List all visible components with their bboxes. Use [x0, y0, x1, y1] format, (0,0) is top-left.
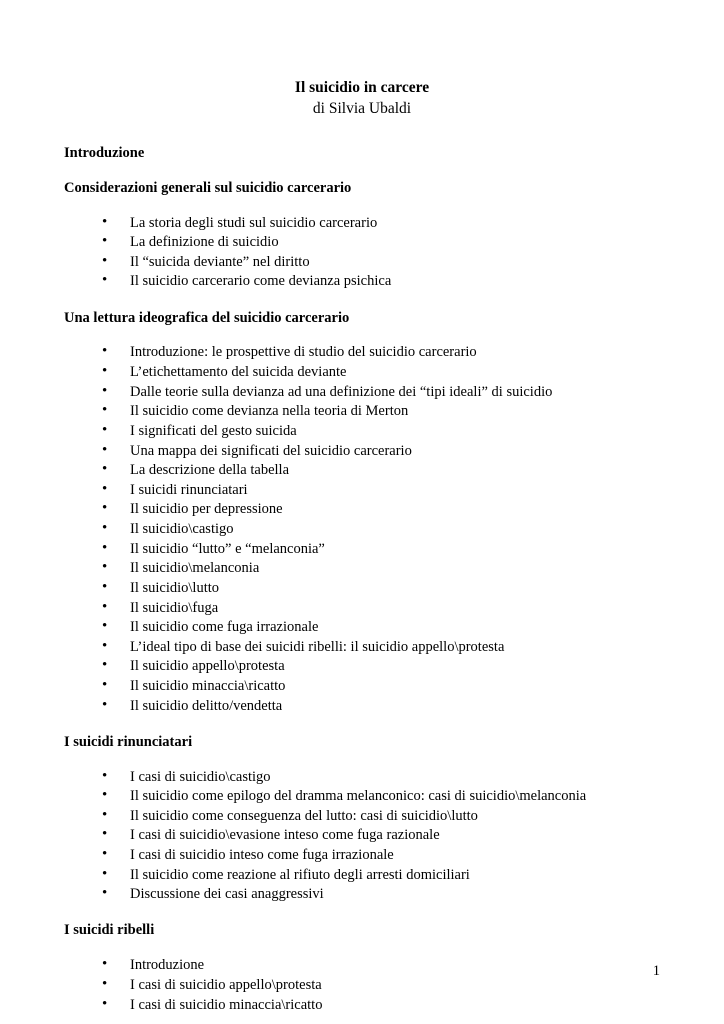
section-list-lettura-ideografica — [64, 343, 660, 714]
list-item: • Il suicidio per depressione — [102, 500, 660, 518]
section-list-suicidi-ribelli — [64, 956, 660, 1013]
section-list-suicidi-rinunciatari — [64, 768, 660, 904]
list-item: • Introduzione — [102, 956, 660, 974]
list-item: • Il suicidio appello\protesta — [102, 657, 660, 675]
list-item: • La definizione di suicidio — [102, 233, 660, 251]
list-item: • I casi di suicidio\castigo — [102, 768, 660, 786]
list-item: • Il suicidio “lutto” e “melanconia” — [102, 540, 660, 558]
list-item: • Il suicidio come conseguenza del lutto: casi di suicidio\lutto — [102, 807, 660, 825]
list-item: • Il suicidio come epilogo del dramma melanconico: casi di suicidio\melanconia — [102, 787, 660, 805]
list-item: • Il suicidio\castigo — [102, 520, 660, 538]
section-heading-suicidi-ribelli: I suicidi ribelli — [64, 922, 155, 939]
list-item: • L’etichettamento del suicida deviante — [102, 363, 660, 381]
section-list-considerazioni-generali — [64, 214, 660, 291]
list-item: • I casi di suicidio inteso come fuga irrazionale — [102, 846, 660, 864]
list-item: • Una mappa dei significati del suicidio carcerario — [102, 442, 660, 460]
list-item: • I casi di suicidio appello\protesta — [102, 976, 660, 994]
list-item: • I suicidi rinunciatari — [102, 481, 660, 499]
list-item: • I casi di suicidio\evasione inteso come fuga razionale — [102, 826, 660, 844]
list-item: • Il suicidio come devianza nella teoria di Merton — [102, 402, 660, 420]
list-item: • Il suicidio\lutto — [102, 579, 660, 597]
list-item: • La descrizione della tabella — [102, 461, 660, 479]
list-item: • Il suicidio minaccia\ricatto — [102, 677, 660, 695]
list-item: • I significati del gesto suicida — [102, 422, 660, 440]
section-heading-considerazioni-generali: Considerazioni generali sul suicidio carcerario — [64, 179, 352, 196]
list-item: • L’ideal tipo di base dei suicidi ribelli: il suicidio appello\protesta — [102, 638, 660, 656]
section-heading-suicidi-rinunciatari: I suicidi rinunciatari — [64, 733, 193, 750]
list-item: • Discussione dei casi anaggressivi — [102, 885, 660, 903]
page-number: 1 — [652, 963, 660, 979]
section-heading-introduzione: Introduzione — [64, 144, 145, 161]
page-title: Il suicidio in carcere — [294, 79, 430, 96]
list-item: • Il suicidio come reazione al rifiuto degli arresti domiciliari — [102, 866, 660, 884]
list-item: • I casi di suicidio minaccia\ricatto — [102, 996, 660, 1014]
list-item: • Il suicidio\fuga — [102, 599, 660, 617]
section-heading-lettura-ideografica: Una lettura ideografica del suicidio carcerario — [64, 309, 350, 326]
list-item: • Il suicidio carcerario come devianza psichica — [102, 272, 660, 290]
list-item: • Il suicidio\melanconia — [102, 559, 660, 577]
document-author: di Silvia Ubaldi — [312, 99, 412, 117]
list-item: • Il suicidio come fuga irrazionale — [102, 618, 660, 636]
list-item: • Introduzione: le prospettive di studio del suicidio carcerario — [102, 343, 660, 361]
list-item: • La storia degli studi sul suicidio carcerario — [102, 214, 660, 232]
list-item: • Il “suicida deviante” nel diritto — [102, 253, 660, 271]
list-item: • Il suicidio delitto/vendetta — [102, 697, 660, 715]
list-item: • Dalle teorie sulla devianza ad una definizione dei “tipi ideali” di suicidio — [102, 383, 660, 401]
